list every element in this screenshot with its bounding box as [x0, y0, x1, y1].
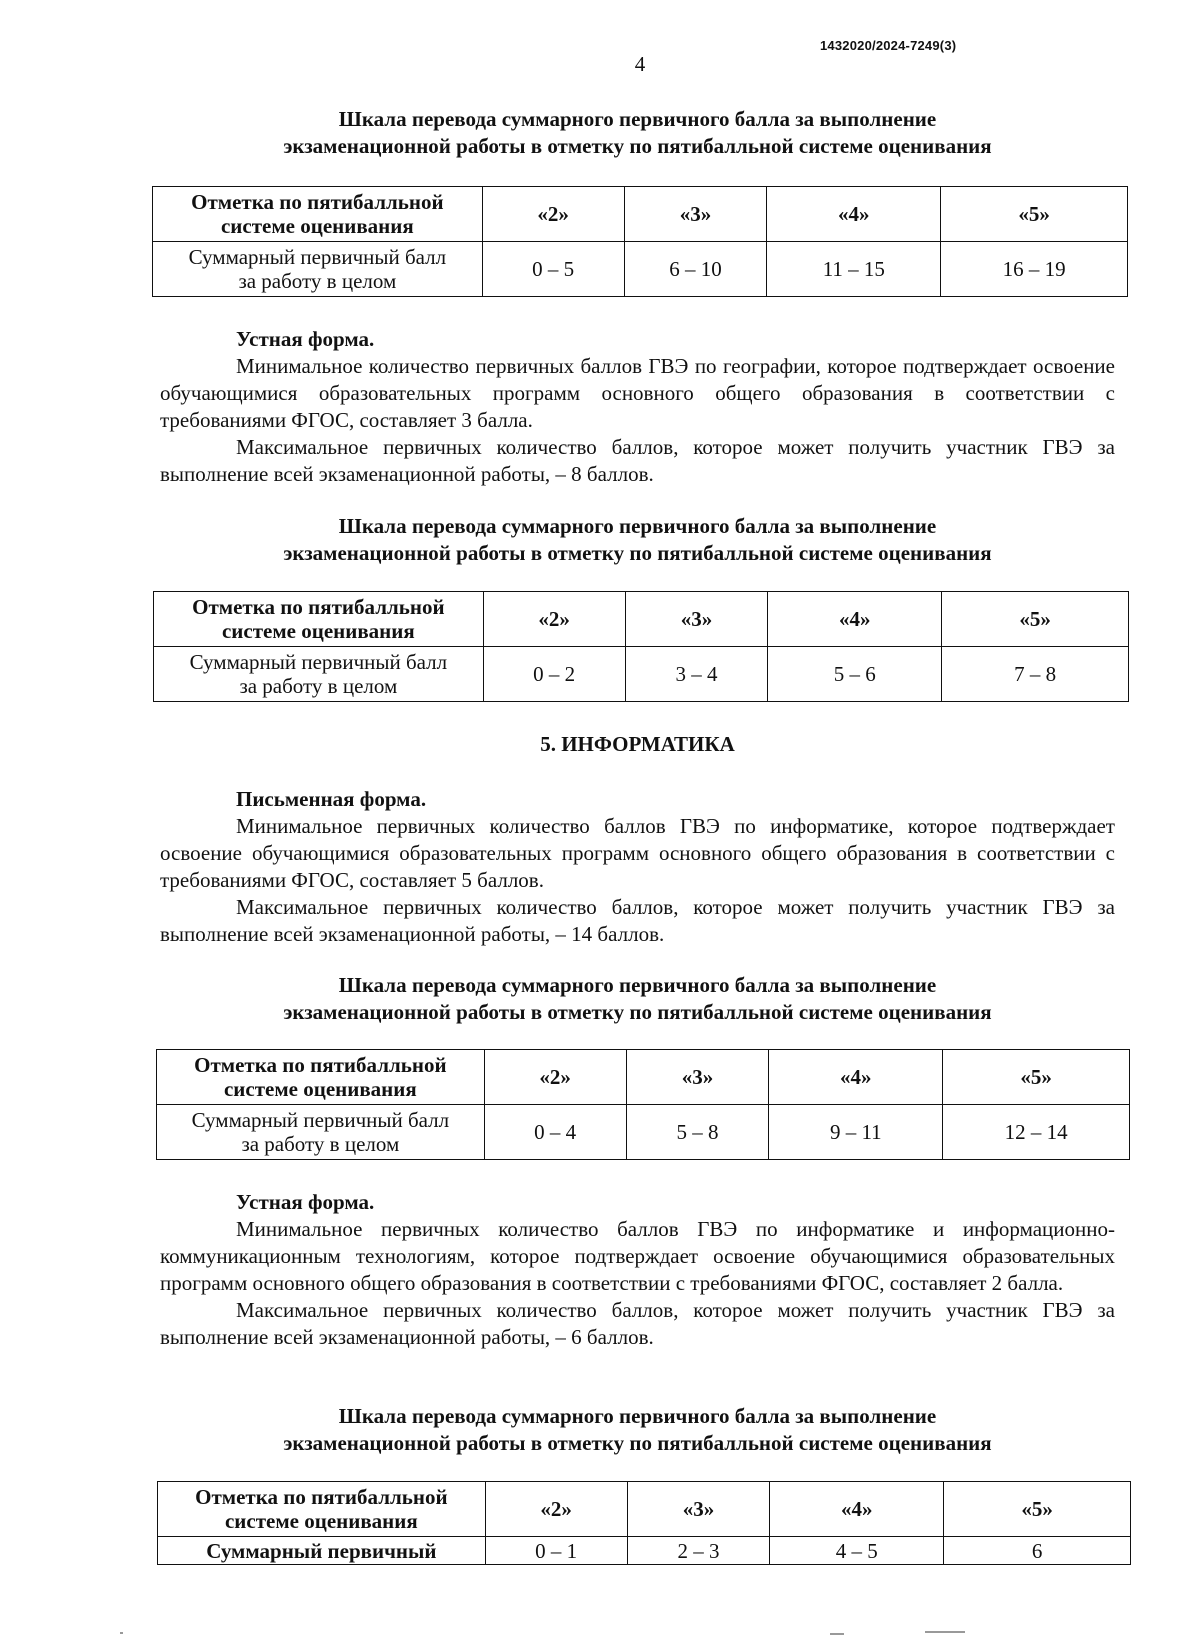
score-range-cell: 2 – 3 — [627, 1537, 770, 1565]
page-number: 4 — [634, 52, 646, 76]
grade-cell: «3» — [624, 187, 767, 242]
score-range-cell: 12 – 14 — [943, 1105, 1130, 1160]
grade-cell: «2» — [482, 187, 624, 242]
grade-cell: «5» — [943, 1050, 1130, 1105]
grade-cell: «5» — [944, 1482, 1131, 1537]
scale-heading-line1: Шкала перевода суммарного первичного балла за выполнение — [338, 973, 937, 997]
grade-scale-table-2 — [153, 591, 1129, 702]
grade-scale-table-3 — [156, 1049, 1130, 1160]
table-row — [153, 187, 1128, 242]
paragraph-max-score: Максимальное первичных количество баллов, которое может получить участник ГВЭ за выполнение всей экзаменационной работы, – 14 баллов. — [160, 895, 1115, 946]
score-range-cell: 7 – 8 — [942, 647, 1129, 702]
geography-oral-section — [160, 326, 1115, 488]
scan-speck — [120, 1632, 123, 1634]
paragraph-min-score: Минимальное первичных количество баллов ГВЭ по информатике, которое подтверждает освоение обучающимися образовательных программ основного общего образования в соответствии с требованиями ФГОС, составляет 5 баллов. — [160, 814, 1115, 892]
score-range-cell: 3 – 4 — [625, 647, 768, 702]
table-row — [153, 242, 1128, 297]
grade-cell: «2» — [485, 1482, 627, 1537]
informatics-oral-section — [160, 1189, 1115, 1351]
grade-scale-table-4 — [157, 1481, 1131, 1565]
table-row — [158, 1537, 1131, 1565]
table-row — [154, 592, 1129, 647]
row-header-grade: Отметка по пятибалльной системе оценивания — [153, 187, 483, 242]
scale-heading-line2: экзаменационной работы в отметку по пятибалльной системе оценивания — [283, 134, 992, 158]
scale-heading-4 — [160, 1403, 1115, 1457]
score-range-cell: 0 – 1 — [485, 1537, 627, 1565]
scale-heading-line1: Шкала перевода суммарного первичного балла за выполнение — [338, 514, 937, 538]
scan-speck — [830, 1633, 844, 1635]
paragraph-max-score: Максимальное первичных количество баллов, которое может получить участник ГВЭ за выполнение всей экзаменационной работы, – 6 баллов. — [160, 1298, 1115, 1349]
grade-cell: «2» — [484, 1050, 626, 1105]
grade-scale-table-1 — [152, 186, 1128, 297]
grade-cell: «5» — [941, 187, 1128, 242]
grade-cell: «3» — [627, 1482, 770, 1537]
grade-cell: «4» — [768, 592, 942, 647]
score-range-cell: 5 – 8 — [626, 1105, 769, 1160]
score-range-cell: 0 – 5 — [482, 242, 624, 297]
grade-cell: «4» — [770, 1482, 944, 1537]
section-5-title — [160, 731, 1115, 758]
grade-cell: «2» — [483, 592, 625, 647]
grade-cell: «5» — [942, 592, 1129, 647]
section-title: 5. ИНФОРМАТИКА — [540, 732, 735, 756]
score-range-cell: 5 – 6 — [768, 647, 942, 702]
score-range-cell: 11 – 15 — [767, 242, 941, 297]
table-row — [157, 1105, 1130, 1160]
row-header-score: Суммарный первичный балл за работу в целом — [154, 647, 484, 702]
row-header-grade: Отметка по пятибалльной системе оценивания — [157, 1050, 485, 1105]
scale-heading-line1: Шкала перевода суммарного первичного балла за выполнение — [338, 1404, 937, 1428]
score-range-cell: 6 – 10 — [624, 242, 767, 297]
form-title: Устная форма. — [236, 1190, 375, 1214]
scale-heading-3 — [160, 972, 1115, 1026]
score-range-cell: 0 – 4 — [484, 1105, 626, 1160]
score-range-cell: 4 – 5 — [770, 1537, 944, 1565]
paragraph-min-score: Минимальное первичных количество баллов ГВЭ по информатике и информационно-коммуникационным технологиям, которое подтверждает освоение обучающимися образовательных программ основного общего образования в соответствии с требованиями ФГОС, составляет 2 балла. — [160, 1217, 1115, 1295]
scale-heading-line2: экзаменационной работы в отметку по пятибалльной системе оценивания — [283, 541, 992, 565]
informatics-written-section — [160, 786, 1115, 948]
grade-cell: «3» — [625, 592, 768, 647]
form-title: Письменная форма. — [236, 787, 427, 811]
scan-speck — [925, 1631, 965, 1633]
row-header-score: Суммарный первичный — [158, 1537, 486, 1565]
score-range-cell: 0 – 2 — [483, 647, 625, 702]
document-number: 1432020/2024-7249(3) — [820, 38, 957, 53]
row-header-score: Суммарный первичный балл за работу в целом — [153, 242, 483, 297]
score-range-cell: 16 – 19 — [941, 242, 1128, 297]
paragraph-max-score: Максимальное первичных количество баллов, которое может получить участник ГВЭ за выполнение всей экзаменационной работы, – 8 баллов. — [160, 435, 1115, 486]
scale-heading-2 — [160, 513, 1115, 567]
grade-cell: «3» — [626, 1050, 769, 1105]
paragraph-min-score: Минимальное количество первичных баллов ГВЭ по географии, которое подтверждает освоение обучающимися образовательных программ основного общего образования в соответствии с требованиями ФГОС, составляет 3 балла. — [160, 354, 1115, 432]
scale-heading-line1: Шкала перевода суммарного первичного балла за выполнение — [338, 107, 937, 131]
table-row — [158, 1482, 1131, 1537]
grade-cell: «4» — [767, 187, 941, 242]
scale-heading-line2: экзаменационной работы в отметку по пятибалльной системе оценивания — [283, 1000, 992, 1024]
row-header-grade: Отметка по пятибалльной системе оценивания — [158, 1482, 486, 1537]
score-range-cell: 6 — [944, 1537, 1131, 1565]
form-title: Устная форма. — [236, 327, 375, 351]
scale-heading-1 — [160, 106, 1115, 160]
grade-cell: «4» — [769, 1050, 943, 1105]
row-header-score: Суммарный первичный балл за работу в целом — [157, 1105, 485, 1160]
scale-heading-line2: экзаменационной работы в отметку по пятибалльной системе оценивания — [283, 1431, 992, 1455]
row-header-grade: Отметка по пятибалльной системе оценивания — [154, 592, 484, 647]
table-row — [157, 1050, 1130, 1105]
score-range-cell: 9 – 11 — [769, 1105, 943, 1160]
table-row — [154, 647, 1129, 702]
